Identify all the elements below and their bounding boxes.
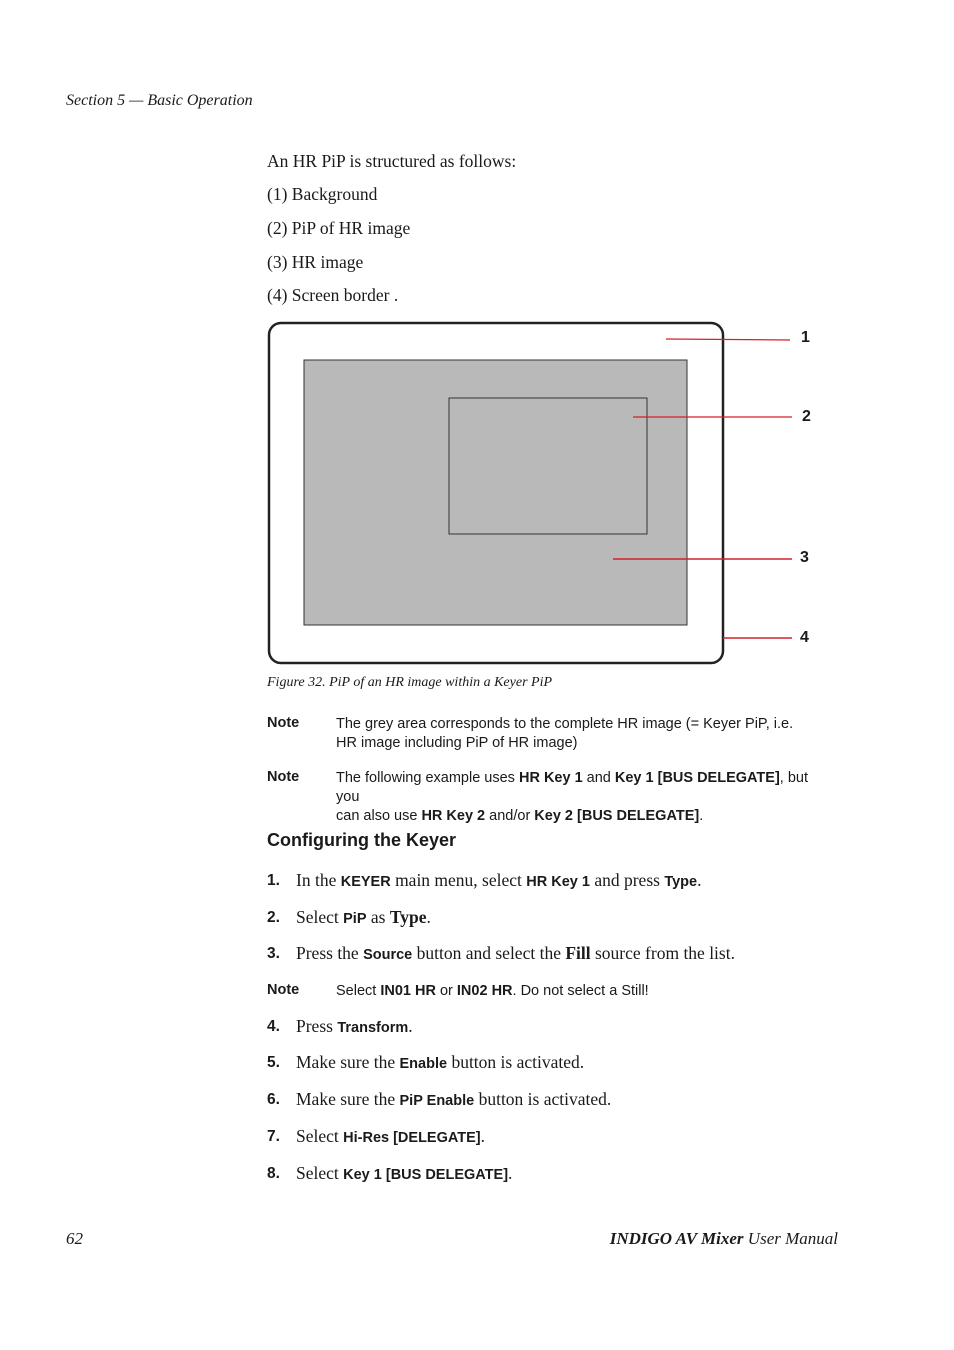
step-text xyxy=(296,1163,512,1184)
section-header: Section 5 — Basic Operation xyxy=(66,92,253,109)
note-fragment: . Do not select a Still! xyxy=(512,983,649,999)
figure-label-1: 1 xyxy=(801,329,810,346)
pip-structure-diagram xyxy=(260,315,840,675)
step-fragment: Press the xyxy=(296,943,364,963)
intro-lead: An HR PiP is structured as follows: xyxy=(267,151,517,171)
step-fragment: Select xyxy=(296,1163,344,1183)
step-keyword: KEYER xyxy=(340,874,391,890)
step-text xyxy=(296,907,431,928)
step-number: 3. xyxy=(267,945,280,962)
note-keyword: IN02 HR xyxy=(456,983,513,999)
step-fragment: main menu, select xyxy=(390,870,527,890)
step-number: 6. xyxy=(267,1091,280,1108)
step-fragment: and press xyxy=(589,870,665,890)
note-fragment: . xyxy=(699,808,704,824)
note-line xyxy=(336,769,816,807)
step-fragment: Make sure the xyxy=(296,1052,400,1072)
note-fragment: and/or xyxy=(485,808,535,824)
note-line: The grey area corresponds to the complete HR image (= Keyer PiP, i.e. xyxy=(336,716,794,732)
step-keyword: Source xyxy=(363,947,413,963)
step-keyword: Type xyxy=(389,907,427,927)
step-fragment: Select xyxy=(296,907,344,927)
step-keyword: Fill xyxy=(565,943,591,963)
note-label: Note xyxy=(267,982,300,998)
intro-item-background: (1) Background xyxy=(267,184,378,204)
step-keyword: Enable xyxy=(399,1056,448,1072)
note-fragment: , but you xyxy=(336,770,809,805)
step-number: 4. xyxy=(267,1018,280,1035)
step-fragment: Make sure the xyxy=(296,1089,400,1109)
intro-item-pip: (2) PiP of HR image xyxy=(267,218,411,238)
step-number: 5. xyxy=(267,1054,280,1071)
step-fragment: . xyxy=(697,870,702,890)
note-fragment: The following example uses xyxy=(336,770,519,786)
step-fragment: . xyxy=(426,907,431,927)
step-keyword: Key 1 [BUS DELEGATE] xyxy=(343,1167,509,1183)
step-fragment: source from the list. xyxy=(590,943,735,963)
note-label: Note xyxy=(267,715,300,731)
step-text xyxy=(296,943,735,964)
step-keyword: PiP xyxy=(343,911,367,927)
step-text xyxy=(296,1089,611,1110)
intro-item-hr-image: (3) HR image xyxy=(267,252,364,272)
note-label: Note xyxy=(267,769,300,785)
step-number: 7. xyxy=(267,1128,280,1145)
step-fragment: Press xyxy=(296,1016,338,1036)
figure-label-2: 2 xyxy=(802,408,811,425)
footer-product: INDIGO AV Mixer xyxy=(609,1229,744,1248)
step-fragment: Select xyxy=(296,1126,344,1146)
step-fragment: . xyxy=(508,1163,513,1183)
note-keyword: HR Key 2 xyxy=(421,808,486,824)
page-number: 62 xyxy=(66,1229,83,1248)
step-fragment: as xyxy=(366,907,390,927)
step-keyword: HR Key 1 xyxy=(526,874,590,890)
step-fragment: button is activated. xyxy=(474,1089,612,1109)
step-fragment: button and select the xyxy=(412,943,566,963)
figure-caption: Figure 32. PiP of an HR image within a Keyer PiP xyxy=(267,675,553,690)
note-fragment: can also use xyxy=(336,808,422,824)
figure-label-4: 4 xyxy=(800,629,809,646)
pip-of-hr-image xyxy=(449,398,647,534)
note-fragment: or xyxy=(435,983,457,999)
step-text xyxy=(296,870,701,891)
note-text xyxy=(336,715,816,753)
note-text xyxy=(336,769,816,826)
note-fragment: Select xyxy=(336,983,381,999)
step-number: 8. xyxy=(267,1165,280,1182)
step-fragment: . xyxy=(408,1016,413,1036)
note-line: HR image including PiP of HR image) xyxy=(336,735,578,751)
note-keyword: IN01 HR xyxy=(380,983,436,999)
note-fragment: and xyxy=(582,770,615,786)
note-keyword: HR Key 1 xyxy=(518,770,583,786)
step-number: 2. xyxy=(267,909,280,926)
step-fragment: In the xyxy=(296,870,341,890)
step-fragment: . xyxy=(480,1126,486,1146)
step-text xyxy=(296,1052,584,1073)
step-fragment: button is activated. xyxy=(447,1052,585,1072)
section-heading: Configuring the Keyer xyxy=(267,830,457,850)
footer-title xyxy=(610,1229,838,1249)
figure-label-3: 3 xyxy=(800,549,809,566)
step-number: 1. xyxy=(267,872,280,889)
step-keyword: Transform xyxy=(337,1020,409,1036)
note-keyword: Key 2 [BUS DELEGATE] xyxy=(534,808,700,824)
step-text xyxy=(296,1016,413,1037)
footer-suffix: User Manual xyxy=(743,1229,838,1248)
note-text xyxy=(336,982,816,1001)
step-text xyxy=(296,1126,485,1147)
step-keyword: PiP Enable xyxy=(399,1093,475,1109)
note-keyword: Key 1 [BUS DELEGATE] xyxy=(614,770,780,786)
step-keyword: Type xyxy=(664,874,698,890)
step-keyword: Hi-Res [DELEGATE] xyxy=(343,1130,481,1146)
note-line xyxy=(336,807,816,826)
intro-item-screen-border: (4) Screen border . xyxy=(267,285,399,305)
